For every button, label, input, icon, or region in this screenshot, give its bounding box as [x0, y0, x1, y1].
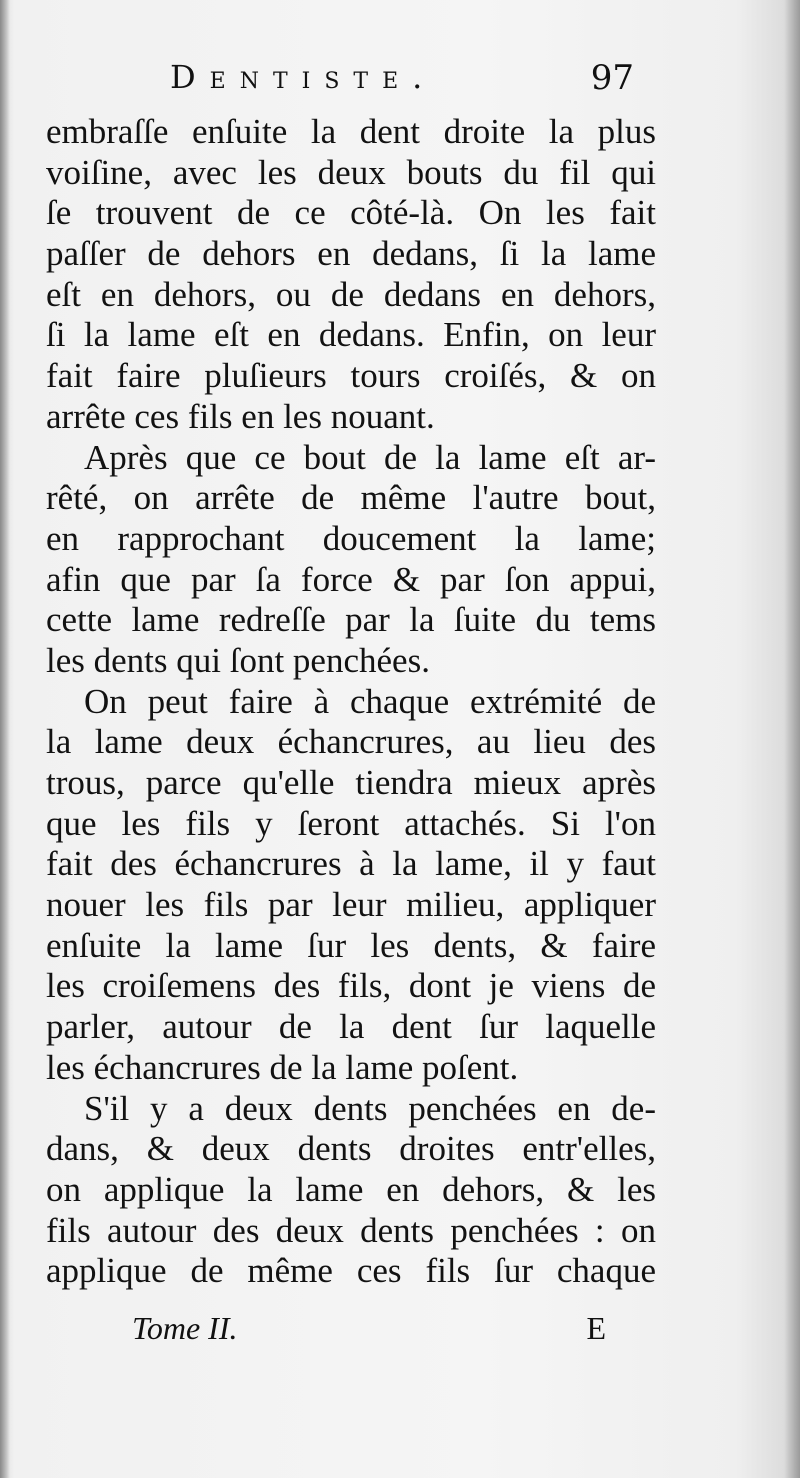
text-line: fils autour des deux dents penchées : on — [46, 1210, 656, 1250]
text-line: en rapprochant doucement la lame; — [46, 518, 656, 558]
text-line: ſe trouvent de ce côté-là. On les fait — [46, 193, 656, 233]
text-line: trous, parce qu'elle tiendra mieux après — [46, 763, 656, 802]
text-line: la lame deux échancrures, au lieu des — [46, 722, 656, 762]
text-line: arrête ces fils en les nouant. — [46, 396, 435, 436]
text-line: que les fils y ſeront attachés. Si l'on — [46, 803, 656, 843]
signature-mark: E — [586, 1310, 606, 1346]
text-line: applique de même ces fils ſur chaque — [46, 1251, 656, 1291]
text-line: On peut faire à chaque extrémité de — [84, 681, 656, 721]
text-line: les croiſemens des fils, dont je viens de — [46, 966, 656, 1006]
page-header — [50, 58, 640, 108]
text-line: Après que ce bout de la lame eſt ar- — [84, 437, 656, 477]
text-line: on applique la lame en dehors, & les — [46, 1169, 656, 1209]
text-line: fait faire pluſieurs tours croiſés, & on — [46, 356, 656, 396]
text-line: rêté, on arrête de même l'autre bout, — [46, 478, 656, 518]
text-line: cette lame redreſſe par la ſuite du tems — [46, 600, 656, 640]
text-line: paſſer de dehors en dedans, ſi la lame — [46, 234, 656, 274]
page-footer — [50, 1310, 610, 1360]
text-line: les dents qui ſont penchées. — [46, 640, 430, 680]
text-line: eſt en dehors, ou de dedans en dehors, — [46, 274, 656, 314]
body-text — [46, 112, 656, 1292]
page-number: 97 — [590, 58, 634, 98]
page-edge-shadow — [784, 0, 800, 1478]
spine-shadow — [0, 0, 10, 1478]
text-line: dans, & deux dents droites entr'elles, — [46, 1129, 656, 1169]
text-line: S'il y a deux dents penchées en de- — [84, 1088, 656, 1128]
text-line: enſuite la lame ſur les dents, & faire — [46, 925, 656, 965]
text-line: nouer les fils par leur milieu, appliquer — [46, 885, 656, 925]
text-line: voiſine, avec les deux bouts du fil qui — [46, 152, 656, 192]
text-line: afin que par ſa force & par ſon appui, — [46, 559, 656, 599]
text-line: parler, autour de la dent ſur laquelle — [46, 1007, 656, 1047]
text-line: embraſſe enſuite la dent droite la plus — [46, 112, 656, 151]
text-line: les échancrures de la lame poſent. — [46, 1047, 519, 1087]
running-head: Dentiste. — [170, 58, 437, 96]
text-line: fait des échancrures à la lame, il y faut — [46, 844, 656, 884]
volume-label: Tome II. — [132, 1310, 238, 1346]
text-line: ſi la lame eſt en dedans. Enfin, on leur — [46, 315, 656, 355]
